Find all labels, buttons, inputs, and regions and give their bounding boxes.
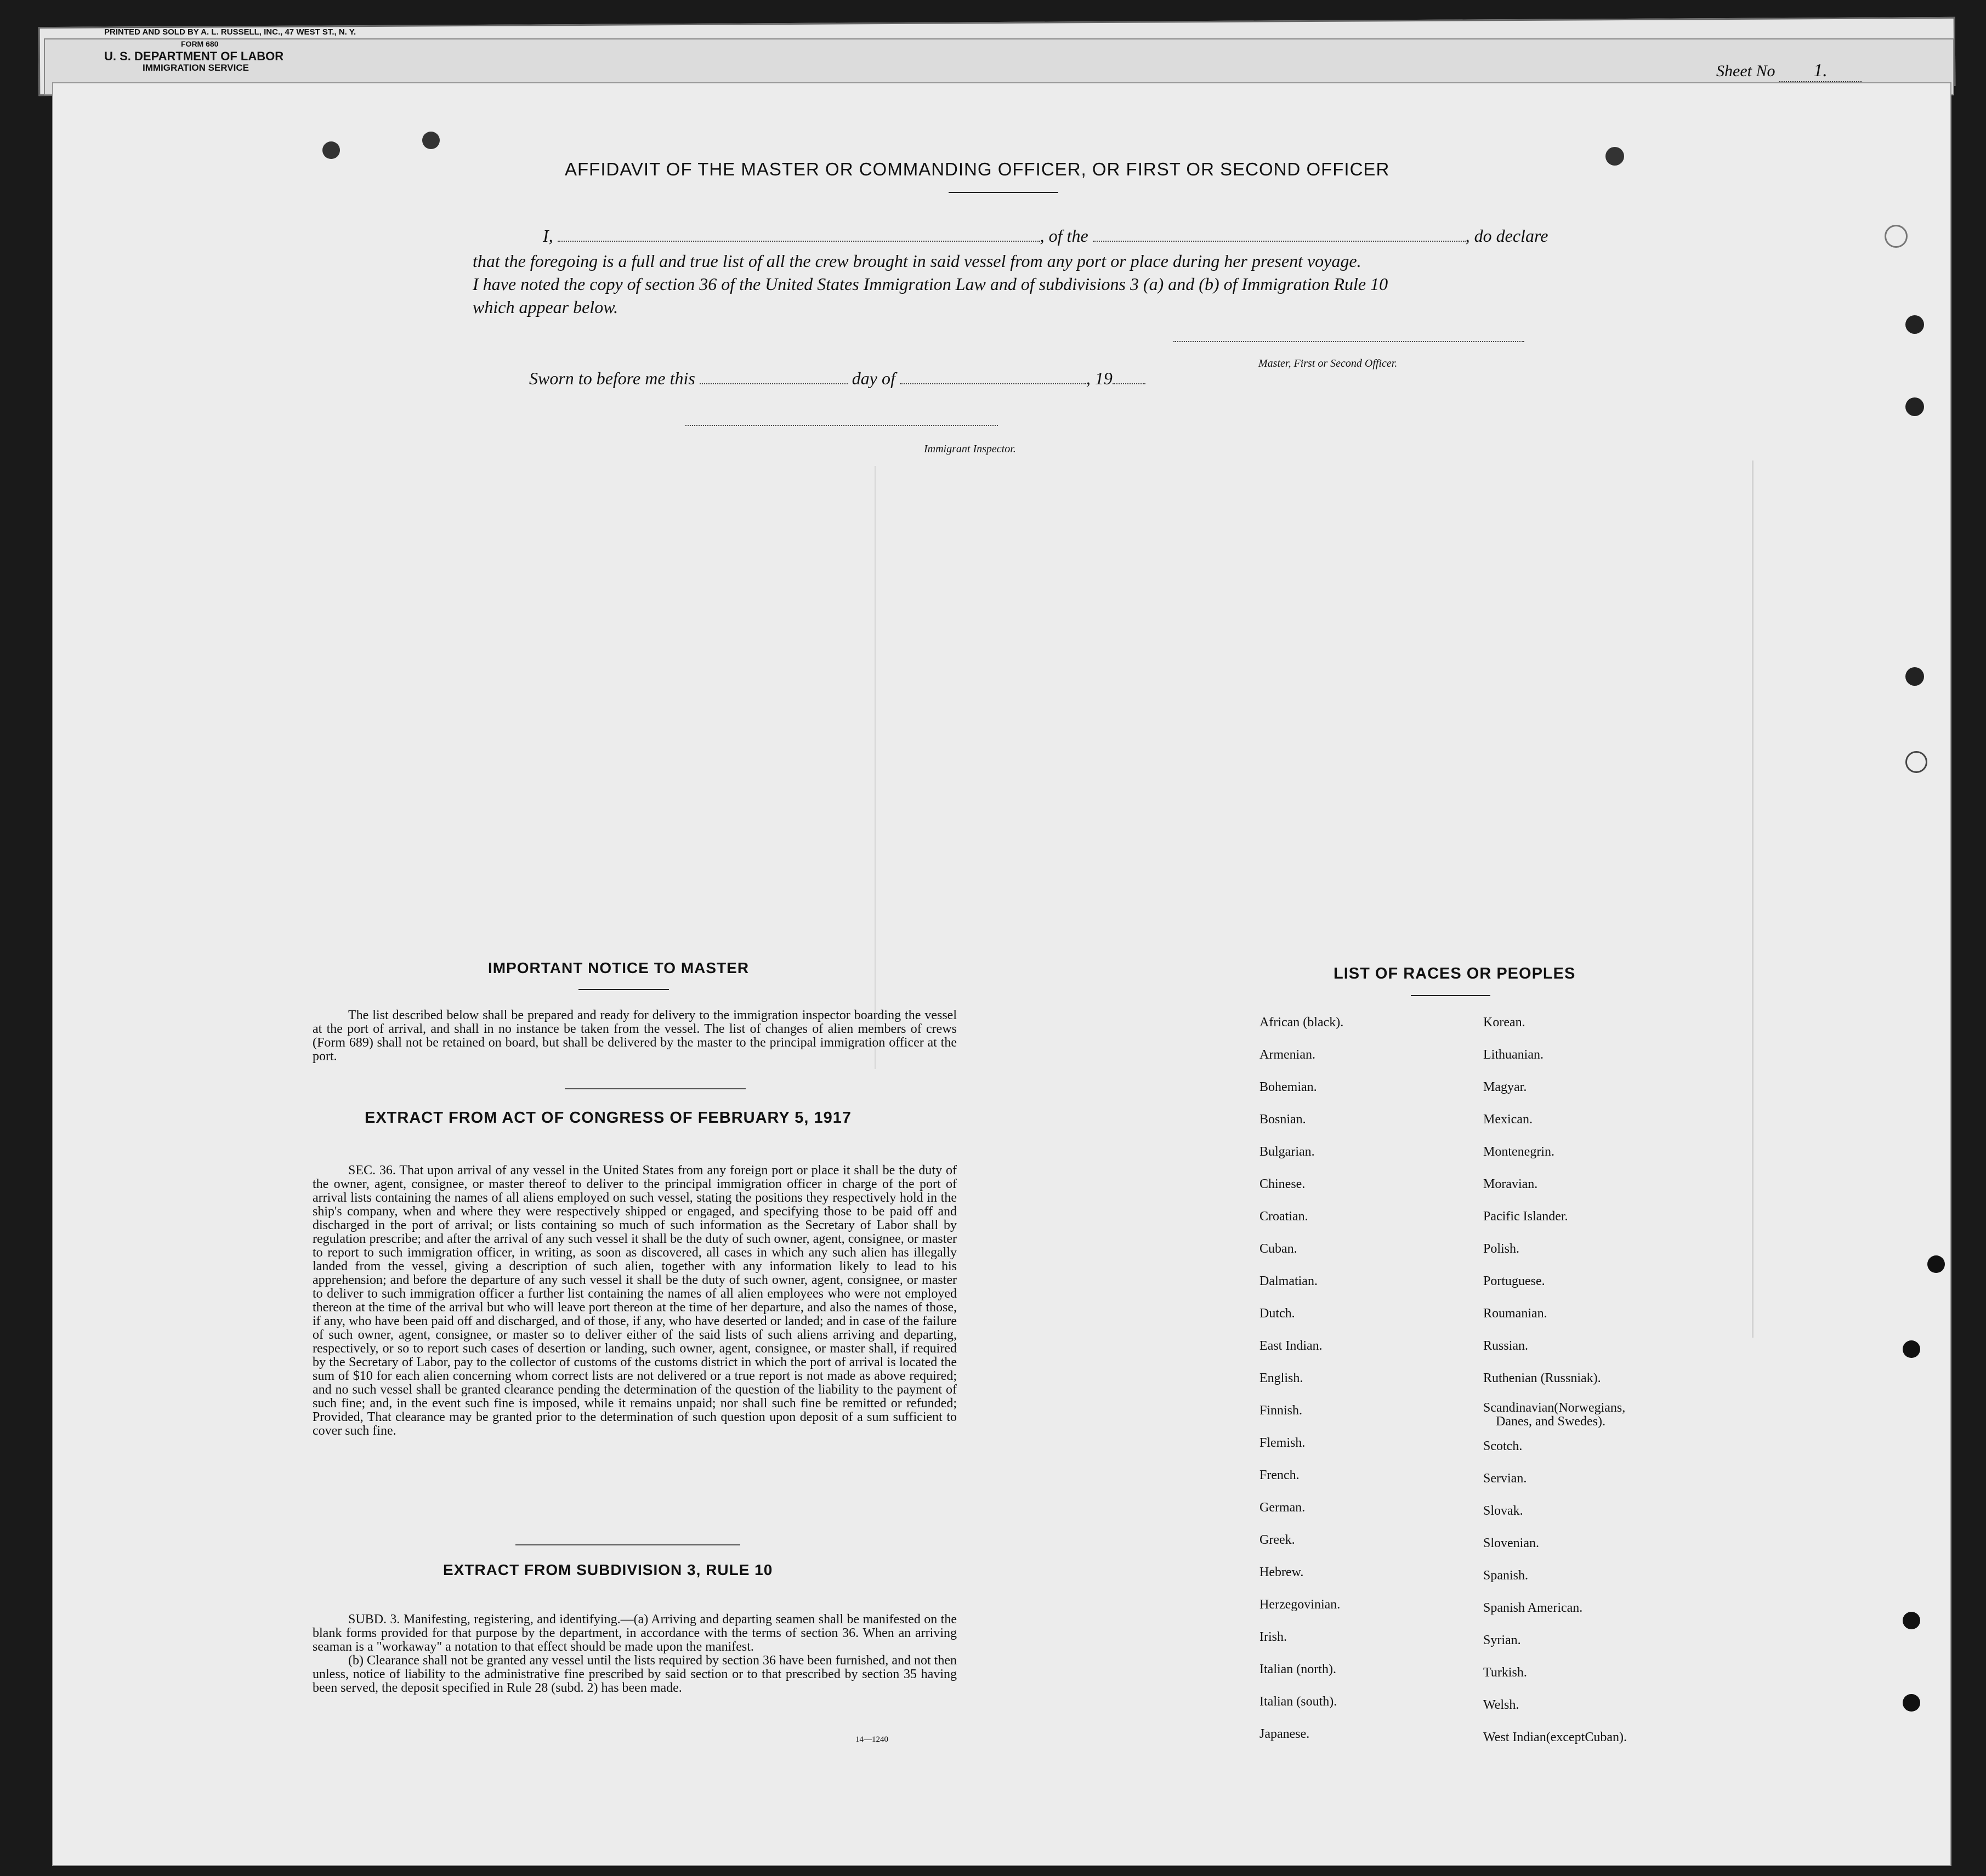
race-item: Dutch.	[1259, 1306, 1295, 1321]
race-item: Pacific Islander.	[1483, 1209, 1568, 1224]
race-item: Scotch.	[1483, 1439, 1523, 1453]
service-name: IMMIGRATION SERVICE	[143, 62, 249, 73]
master-signature-label: Master, First or Second Officer.	[1258, 357, 1398, 369]
of-the-label: , of the	[1040, 226, 1088, 246]
punch-hole	[1903, 1694, 1920, 1712]
rule-paragraph-b: (b) Clearance shall not be granted any vessel until the lists required by section 36 have been furnished, and not then unless, notice of liability to the administrative fine prescribed by said section or to that prescribed by section 35 having been served, the deposit specified in Rule 28 (subd. 2) has been made.	[313, 1653, 957, 1695]
race-item: Lithuanian.	[1483, 1048, 1544, 1062]
race-item: Chinese.	[1259, 1177, 1306, 1191]
race-item: Spanish.	[1483, 1568, 1529, 1583]
punch-hole	[1605, 147, 1624, 166]
race-item: Hebrew.	[1259, 1565, 1304, 1579]
day-of-label: day of	[852, 368, 895, 388]
race-item: Irish.	[1259, 1630, 1287, 1644]
punch-hole	[1885, 225, 1908, 248]
do-declare-label: , do declare	[1465, 226, 1548, 246]
punch-hole	[1903, 1612, 1920, 1629]
race-item: Armenian.	[1259, 1048, 1315, 1062]
race-item: Servian.	[1483, 1471, 1527, 1486]
punch-hole	[422, 132, 440, 149]
inspector-label: Immigrant Inspector.	[924, 443, 1016, 455]
sworn-year-field[interactable]	[1113, 383, 1145, 384]
divider	[949, 192, 1058, 193]
race-item: Turkish.	[1483, 1665, 1527, 1680]
race-item: Portuguese.	[1483, 1274, 1545, 1288]
race-item: Ruthenian (Russniak).	[1483, 1371, 1601, 1385]
punch-hole	[1905, 667, 1924, 686]
rule-paragraph-a: SUBD. 3. Manifesting, registering, and identifying.—(a) Arriving and departing seamen shall be manifested on the blank forms provided for that purpose by the department, in accordance with the terms of section 36. When an arriving seaman is a "workaway" a notation to that effect should be made upon the manifest.	[313, 1612, 957, 1654]
rule-title: EXTRACT FROM SUBDIVISION 3, RULE 10	[443, 1561, 773, 1578]
officer-name-field[interactable]	[558, 241, 1040, 242]
sworn-month-field[interactable]	[900, 383, 1086, 384]
race-item: Bohemian.	[1259, 1080, 1317, 1094]
form-number: FORM 680	[181, 39, 219, 48]
punch-hole	[1927, 1255, 1945, 1273]
sworn-day-field[interactable]	[700, 383, 848, 384]
race-item: Welsh.	[1483, 1698, 1519, 1712]
race-item: Croatian.	[1259, 1209, 1308, 1224]
race-item: Cuban.	[1259, 1242, 1297, 1256]
rule-text	[313, 1613, 957, 1695]
race-item: East Indian.	[1259, 1339, 1323, 1353]
sheet-number	[1716, 60, 1862, 82]
sheet-label: Sheet No	[1716, 62, 1775, 80]
race-item: Syrian.	[1483, 1633, 1521, 1647]
race-item: German.	[1259, 1500, 1306, 1515]
department-name: U. S. DEPARTMENT OF LABOR	[104, 49, 284, 63]
bleed-through	[52, 82, 1949, 1864]
race-item: Montenegrin.	[1483, 1145, 1554, 1159]
punch-hole	[1905, 751, 1927, 773]
race-item: Korean.	[1483, 1015, 1525, 1030]
race-item: Mexican.	[1483, 1112, 1533, 1127]
race-item: Scandinavian(Norwegians,	[1483, 1401, 1626, 1415]
race-item: West Indian(exceptCuban).	[1483, 1730, 1627, 1744]
notice-title: IMPORTANT NOTICE TO MASTER	[488, 959, 750, 976]
race-item: Magyar.	[1483, 1080, 1527, 1094]
race-item: African (black).	[1259, 1015, 1344, 1030]
divider	[578, 989, 669, 990]
form-code: 14—1240	[855, 1735, 888, 1744]
race-item: Slovenian.	[1483, 1536, 1539, 1550]
notice-text	[313, 1009, 957, 1064]
race-item: Slovak.	[1483, 1504, 1523, 1518]
declaration-line	[543, 226, 1548, 246]
affidavit-title: AFFIDAVIT OF THE MASTER OR COMMANDING OFFICER, OR FIRST OR SECOND OFFICER	[565, 159, 1390, 179]
divider	[565, 1088, 746, 1089]
vessel-name-field[interactable]	[1093, 241, 1466, 242]
printer-line: PRINTED AND SOLD BY A. L. RUSSELL, INC., 47 WEST ST., N. Y.	[104, 27, 356, 37]
race-item: Finnish.	[1259, 1403, 1303, 1418]
declaration-text-4: which appear below.	[473, 297, 619, 317]
punch-hole	[1903, 1340, 1920, 1358]
punch-hole	[1905, 315, 1924, 334]
race-item: Flemish.	[1259, 1436, 1306, 1450]
race-item: Moravian.	[1483, 1177, 1538, 1191]
divider	[1411, 995, 1490, 996]
sworn-label: Sworn to before me this	[529, 368, 695, 388]
sheet-value: 1.	[1779, 60, 1862, 82]
race-item: Bulgarian.	[1259, 1145, 1315, 1159]
punch-hole	[1905, 397, 1924, 416]
inspector-signature-field[interactable]	[685, 425, 998, 426]
sworn-line	[529, 368, 1145, 389]
divider	[515, 1544, 740, 1545]
race-item: Herzegovinian.	[1259, 1598, 1341, 1612]
race-item: Dalmatian.	[1259, 1274, 1318, 1288]
race-item: French.	[1259, 1468, 1300, 1482]
declaration-text-2: that the foregoing is a full and true list of all the crew brought in said vessel from any port or place during her present voyage.	[473, 251, 1361, 271]
declaration-text-3: I have noted the copy of section 36 of the United States Immigration Law and of subdivisions 3 (a) and (b) of Immigration Rule 10	[473, 274, 1388, 294]
i-label: I,	[543, 226, 553, 246]
act-text	[313, 1164, 957, 1438]
race-item: English.	[1259, 1371, 1303, 1385]
act-paragraph: SEC. 36. That upon arrival of any vessel in the United States from any foreign port or place it shall be the duty of the owner, agent, consignee, or master thereof to deliver to the principal immigration officer in charge of the port of arrival lists containing the names of all aliens employed on such vessel, stating the positions they respectively hold in the ship's company, when and where they were respectively shipped or engaged, and specifying those to be paid off and discharged in the port of arrival; or lists containing so much of such information as the Secretary of Labor shall by regulation prescribe; and after the arrival of any such vessel it shall be the duty of such owner, agent, consignee, or master to report to such immigration officer, in writing, as soon as discovered, all cases in which any such alien has illegally landed from the vessel, giving a description of such alien, together with any information likely to lead to his apprehension; and before the departure of any such vessel it shall be the duty of such owner, agent, consignee, or master to deliver to such immigration officer a further list containing the names of all alien employees who were not employed thereon at the time of the arrival but who will leave port thereon at the time of her departure, and also the names of those, if any, who have been paid off and discharged, and of those, if any, who have deserted or landed; and in case of the failure of such owner, agent, consignee, or master so to deliver either of the said lists of such aliens arriving and departing, respectively, or so to report such cases of desertion or landing, such owner, agent, consignee, or master shall, if required by the Secretary of Labor, pay to the collector of customs of the customs district in which the port of arrival is located the sum of $10 for each alien concerning whom correct lists are not delivered or a true report is not made as above required; and no such vessel shall be granted clearance pending the determination of the question of the liability to the payment of such fine; and, in the event such fine is imposed, while it remains unpaid; nor shall such fine be remitted or refunded; Provided, That clearance may be granted prior to the determination of such question upon deposit of a sum sufficient to cover such fine.	[313, 1163, 957, 1438]
race-item: Spanish American.	[1483, 1601, 1583, 1615]
race-item: Italian (north).	[1259, 1662, 1336, 1676]
race-item: Polish.	[1483, 1242, 1520, 1256]
races-title: LIST OF RACES OR PEOPLES	[1334, 965, 1576, 982]
race-item: Danes, and Swedes).	[1496, 1414, 1605, 1429]
year-label: , 19	[1086, 368, 1113, 388]
punch-hole	[322, 141, 340, 159]
race-item: Roumanian.	[1483, 1306, 1547, 1321]
race-item: Bosnian.	[1259, 1112, 1306, 1127]
race-item: Russian.	[1483, 1339, 1529, 1353]
notice-paragraph: The list described below shall be prepared and ready for delivery to the immigration inspector boarding the vessel at the port of arrival, and shall in no instance be taken from the vessel. The list of changes of alien members of crews (Form 689) shall not be retained on board, but shall be delivered by the master to the principal immigration officer at the port.	[313, 1008, 957, 1064]
race-item: Greek.	[1259, 1533, 1295, 1547]
race-item: Italian (south).	[1259, 1695, 1337, 1709]
act-title: EXTRACT FROM ACT OF CONGRESS OF FEBRUARY 5, 1917	[365, 1109, 852, 1127]
master-signature-field[interactable]	[1173, 341, 1524, 342]
race-item: Japanese.	[1259, 1727, 1310, 1741]
